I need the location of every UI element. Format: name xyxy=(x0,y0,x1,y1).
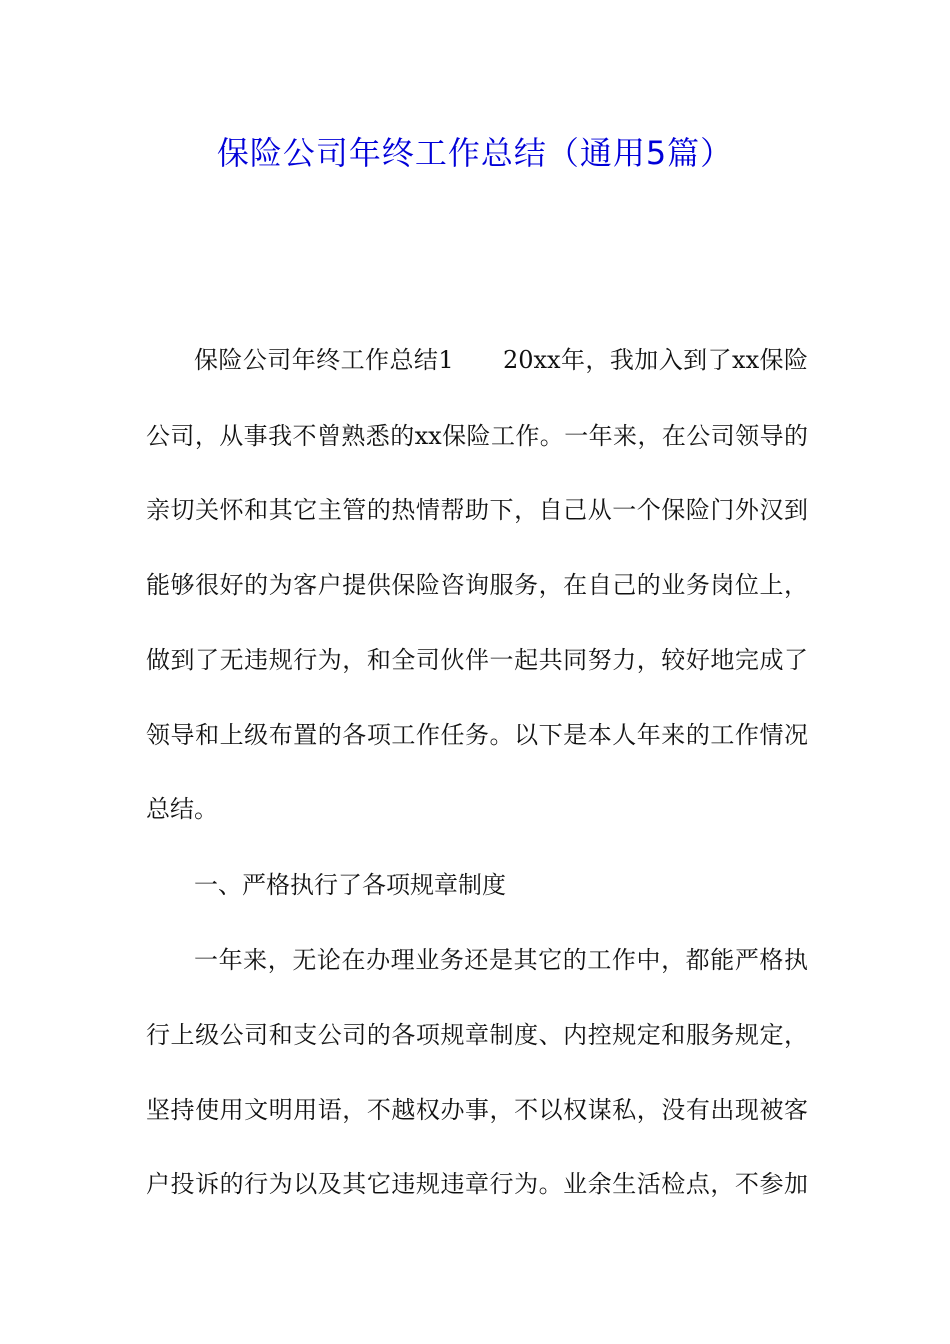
paragraph-line: 领导和上级布置的各项工作任务。以下是本人年来的工作情况 xyxy=(146,721,808,749)
paragraph-line: 坚持使用文明用语，不越权办事，不以权谋私，没有出现被客 xyxy=(146,1096,808,1124)
paragraph-line: 一年来，无论在办理业务还是其它的工作中，都能严格执 xyxy=(194,946,808,974)
paragraph-line: 亲切关怀和其它主管的热情帮助下，自己从一个保险门外汉到 xyxy=(146,496,808,524)
paragraph-line: 做到了无违规行为，和全司伙伴一起共同努力，较好地完成了 xyxy=(146,646,808,674)
paragraph-line: 公司，从事我不曾熟悉的xx保险工作。一年来，在公司领导的 xyxy=(146,422,808,450)
paragraph-line: 总结。 xyxy=(146,795,218,823)
document-title: 保险公司年终工作总结（通用5篇） xyxy=(216,134,734,172)
paragraph-line: 行上级公司和支公司的各项规章制度、内控规定和服务规定， xyxy=(146,1021,808,1049)
paragraph-line: 能够很好的为客户提供保险咨询服务，在自己的业务岗位上， xyxy=(146,571,808,599)
paragraph-line: 户投诉的行为以及其它违规违章行为。业余生活检点，不参加 xyxy=(146,1170,808,1198)
section-heading: 一、严格执行了各项规章制度 xyxy=(194,871,506,899)
paragraph-line: 保险公司年终工作总结1 20xx年，我加入到了xx保险 xyxy=(194,346,808,374)
